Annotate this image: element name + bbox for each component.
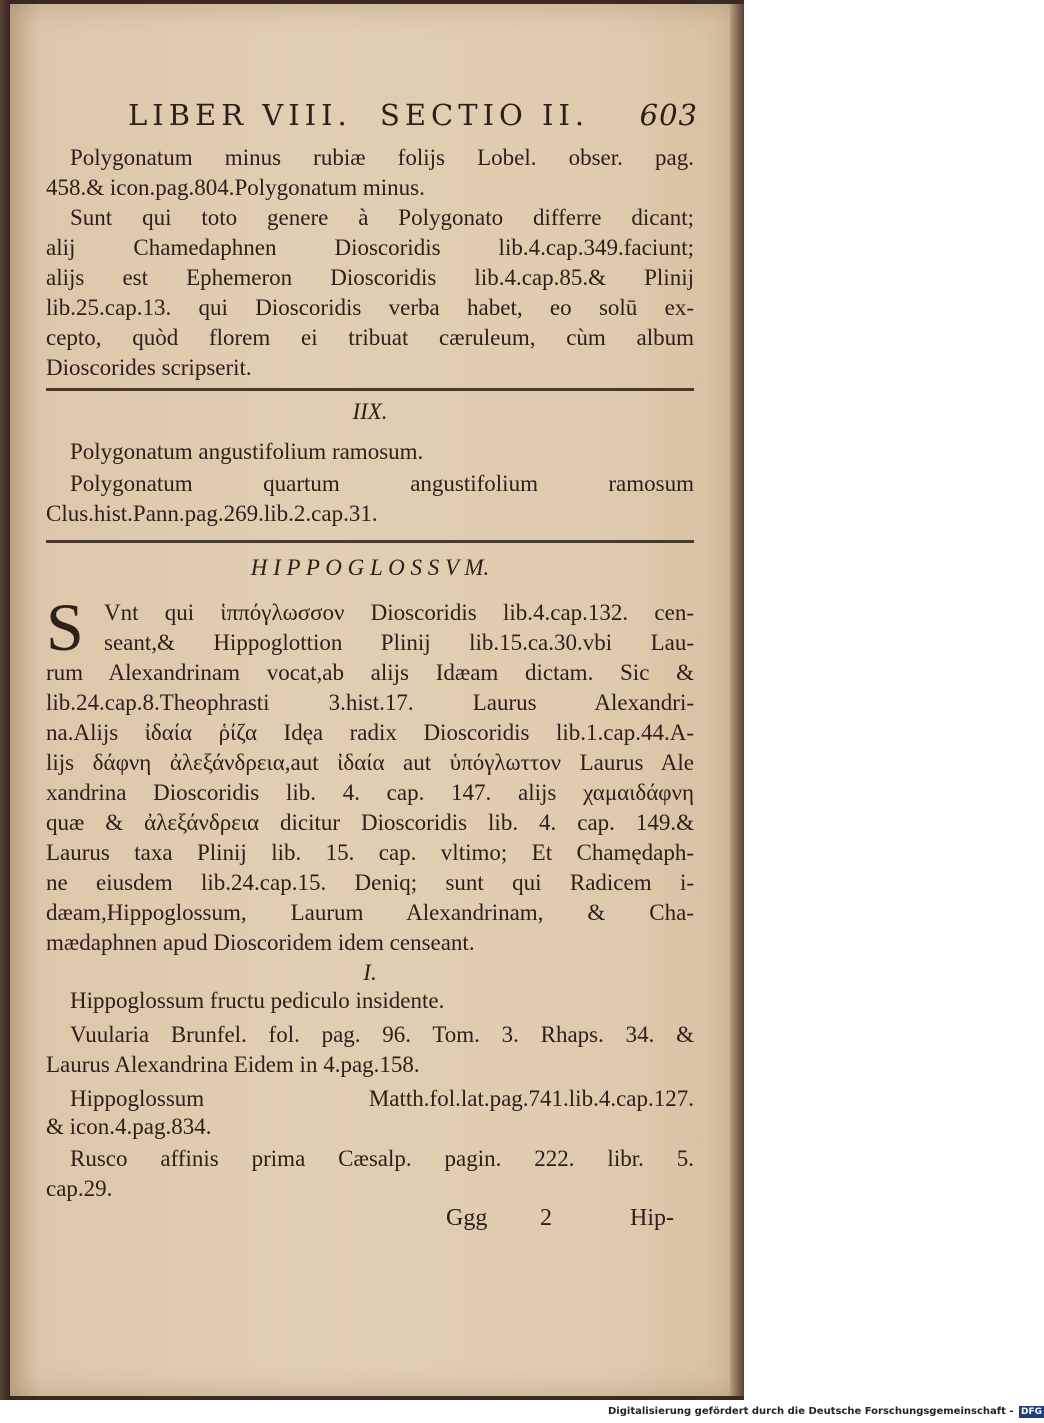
credit-text: Digitalisierung gefördert durch die Deutsche Forschungsgemeinschaft - (608, 1406, 1014, 1417)
text-line: cap.29. (46, 1176, 113, 1201)
text-line: Polygonatum minus rubiæ folijs Lobel. obser. pag. (70, 145, 694, 170)
text-line: lib.25.cap.13. qui Dioscoridis verba habet, eo solū ex- (46, 295, 694, 320)
header-sectio: SECTIO II. (380, 98, 590, 132)
text-line: Rusco affinis prima Cæsalp. pagin. 222. libr. 5. (70, 1146, 694, 1171)
text-line: na.Alijs ἰδαία ῥίζα Idęa radix Dioscoridis lib.1.cap.44.A- (46, 720, 694, 745)
signature-number: 2 (540, 1205, 552, 1231)
text-line: mædaphnen apud Dioscoridem idem censeant. (46, 930, 475, 955)
section-heading: IIX. (352, 399, 388, 424)
drop-cap: S (46, 589, 84, 665)
digitization-credit (608, 1406, 1044, 1420)
text-line: Polygonatum angustifolium ramosum. (70, 439, 424, 464)
text-line: dæam,Hippoglossum, Laurum Alexandrinam, & Cha- (46, 900, 694, 925)
text-line: Polygonatum quartum angustifolium ramosum (70, 471, 694, 496)
text-line: Laurus taxa Plinij lib. 15. cap. vltimo; Et Chamędaph- (46, 840, 694, 865)
section-heading: I. (363, 960, 377, 985)
running-header (128, 98, 698, 138)
section-heading: H I P P O G L O S S V M. (250, 555, 490, 580)
page-number: 603 (639, 98, 698, 132)
text-line: Vnt qui ἱππόγλωσσον Dioscoridis lib.4.cap.132. cen- (104, 600, 694, 625)
text-line: Vuularia Brunfel. fol. pag. 96. Tom. 3. Rhaps. 34. & (70, 1022, 694, 1047)
text-line: Clus.hist.Pann.pag.269.lib.2.cap.31. (46, 501, 378, 526)
text-line: Laurus Alexandrina Eidem in 4.pag.158. (46, 1052, 420, 1077)
text-line: alijs est Ephemeron Dioscoridis lib.4.cap.85.& Plinij (46, 265, 694, 290)
text-line: quæ & ἀλεξάνδρεια dicitur Dioscoridis lib. 4. cap. 149.& (46, 810, 694, 835)
text-line: Sunt qui toto genere à Polygonato differre dicant; (70, 205, 694, 230)
text-line: alij Chamedaphnen Dioscoridis lib.4.cap.349.faciunt; (46, 235, 694, 260)
text-line: rum Alexandrinam vocat,ab alijs Idæam dictam. Sic & (46, 660, 694, 685)
text-line: seant,& Hippoglottion Plinij lib.15.ca.30.vbi Lau- (104, 630, 694, 655)
text-line: lijs δάφνη ἀλεξάνδρεια,aut ἰδαία aut ὑπόγλωττον Laurus Ale (46, 750, 694, 775)
text-line: lib.24.cap.8.Theophrasti 3.hist.17. Laurus Alexandri- (46, 690, 694, 715)
text-line: Hippoglossum fructu pediculo insidente. (70, 988, 445, 1013)
section-divider (46, 540, 694, 543)
text-line: ne eiusdem lib.24.cap.15. Deniq; sunt qui Radicem i- (46, 870, 694, 895)
section-divider (46, 388, 694, 391)
text-line: Dioscorides scripserit. (46, 355, 252, 380)
catchword: Hip- (630, 1205, 674, 1231)
text-line: Hippoglossum Matth.fol.lat.pag.741.lib.4.cap.127. (70, 1086, 694, 1111)
text-line: 458.& icon.pag.804.Polygonatum minus. (46, 175, 425, 200)
header-liber: LIBER VIII. (128, 98, 352, 132)
text-line: cepto, quòd florem ei tribuat cæruleum, cùm album (46, 325, 694, 350)
text-line: & icon.4.pag.834. (46, 1114, 212, 1139)
page-edge (730, 4, 744, 1396)
text-line: xandrina Dioscoridis lib. 4. cap. 147. alijs χαμαιδάφνη (46, 780, 694, 805)
dfg-logo: DFG (1021, 1407, 1043, 1417)
signature-mark: Ggg (446, 1205, 488, 1231)
